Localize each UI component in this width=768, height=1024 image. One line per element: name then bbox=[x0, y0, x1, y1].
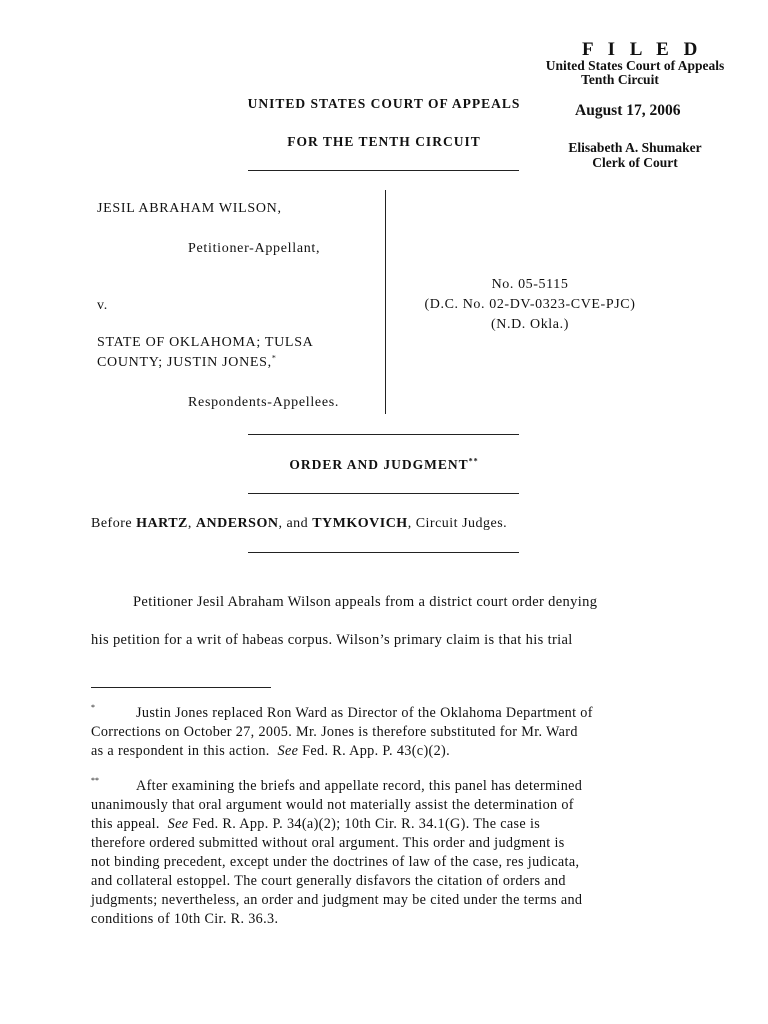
footnote-ref-2[interactable]: ** bbox=[468, 456, 479, 466]
court-circuit: FOR THE TENTH CIRCUIT bbox=[287, 134, 481, 149]
petitioner-name: JESIL ABRAHAM WILSON, bbox=[97, 201, 282, 216]
heading-rule bbox=[248, 170, 519, 171]
filed-date: August 17, 2006 bbox=[575, 102, 681, 119]
court-name: UNITED STATES COURT OF APPEALS bbox=[247, 96, 521, 111]
footnote-ref-1[interactable]: * bbox=[271, 353, 277, 363]
footnote-2-line-2: unanimously that oral argument would not materially assist the determination of bbox=[91, 797, 574, 813]
before-suffix: , Circuit Judges. bbox=[407, 516, 508, 531]
before-sep1: , bbox=[187, 516, 192, 531]
footnote-2-line-8: conditions of 10th Cir. R. 36.3. bbox=[91, 911, 279, 927]
clerk-title: Clerk of Court bbox=[592, 155, 678, 170]
footnote-1-line-3b: Fed. R. App. P. 43(c)(2). bbox=[302, 743, 451, 759]
petitioner-role: Petitioner-Appellant, bbox=[188, 241, 321, 256]
footnote-2-line-3b: Fed. R. App. P. 34(a)(2); 10th Cir. R. 34.1(G). The case is bbox=[192, 816, 541, 832]
footnote-1-line-3a: as a respondent in this action. bbox=[91, 743, 270, 759]
before-prefix: Before bbox=[91, 516, 133, 531]
body-line-1: Petitioner Jesil Abraham Wilson appeals from a district court order denying bbox=[133, 594, 598, 610]
footnote-1-line-3 bbox=[91, 743, 450, 760]
footnote-1-line-2: Corrections on October 27, 2005. Mr. Jones is therefore substituted for Mr. Ward bbox=[91, 724, 578, 740]
footnote-1-line-1: Justin Jones replaced Ron Ward as Director of the Oklahoma Department of bbox=[136, 705, 593, 721]
caption-rule bbox=[248, 434, 519, 435]
order-rule bbox=[248, 493, 519, 494]
before-rule bbox=[248, 552, 519, 553]
footnote-1-see: See bbox=[277, 743, 299, 759]
caption-divider bbox=[385, 190, 386, 414]
versus: v. bbox=[97, 298, 108, 313]
filed-stamp-circuit: Tenth Circuit bbox=[581, 72, 659, 87]
footnote-2-see: See bbox=[167, 816, 189, 832]
footnote-2-line-3a: this appeal. bbox=[91, 816, 160, 832]
panel-judges bbox=[91, 516, 507, 532]
respondents-role: Respondents-Appellees. bbox=[188, 395, 340, 410]
clerk-name: Elisabeth A. Shumaker bbox=[568, 140, 702, 155]
judge-hartz: HARTZ bbox=[136, 516, 188, 531]
before-sep2: , and bbox=[278, 516, 309, 531]
footnote-mark-1: * bbox=[91, 703, 95, 712]
district-case-number: (D.C. No. 02-DV-0323-CVE-PJC) bbox=[424, 297, 636, 312]
judge-tymkovich: TYMKOVICH bbox=[312, 516, 408, 531]
order-title-text: ORDER AND JUDGMENT bbox=[289, 457, 469, 472]
footnote-2-line-4: therefore ordered submitted without oral argument. This order and judgment is bbox=[91, 835, 565, 851]
respondents-line2 bbox=[97, 355, 277, 371]
respondents-line1: STATE OF OKLAHOMA; TULSA bbox=[97, 335, 314, 350]
judge-anderson: ANDERSON bbox=[195, 516, 279, 531]
footnote-rule bbox=[91, 687, 271, 688]
footnote-2-line-1: After examining the briefs and appellate record, this panel has determined bbox=[136, 778, 583, 794]
respondents-line2-text: COUNTY; JUSTIN JONES, bbox=[97, 355, 272, 370]
order-title bbox=[174, 457, 594, 473]
filed-stamp-court: United States Court of Appeals bbox=[545, 58, 725, 73]
filed-stamp-title: F I L E D bbox=[582, 39, 703, 60]
footnote-mark-2: ** bbox=[91, 776, 99, 785]
footnote-2-line-5: not binding precedent, except under the doctrines of law of the case, res judicata, bbox=[91, 854, 580, 870]
footnote-2-line-6: and collateral estoppel. The court generally disfavors the citation of orders and bbox=[91, 873, 566, 889]
district-court: (N.D. Okla.) bbox=[491, 317, 569, 332]
footnote-2-line-3 bbox=[91, 816, 540, 833]
body-line-2: his petition for a writ of habeas corpus. Wilson’s primary claim is that his trial bbox=[91, 632, 573, 648]
footnote-2-line-7: judgments; nevertheless, an order and judgment may be cited under the terms and bbox=[91, 892, 583, 908]
case-number: No. 05-5115 bbox=[491, 277, 569, 292]
